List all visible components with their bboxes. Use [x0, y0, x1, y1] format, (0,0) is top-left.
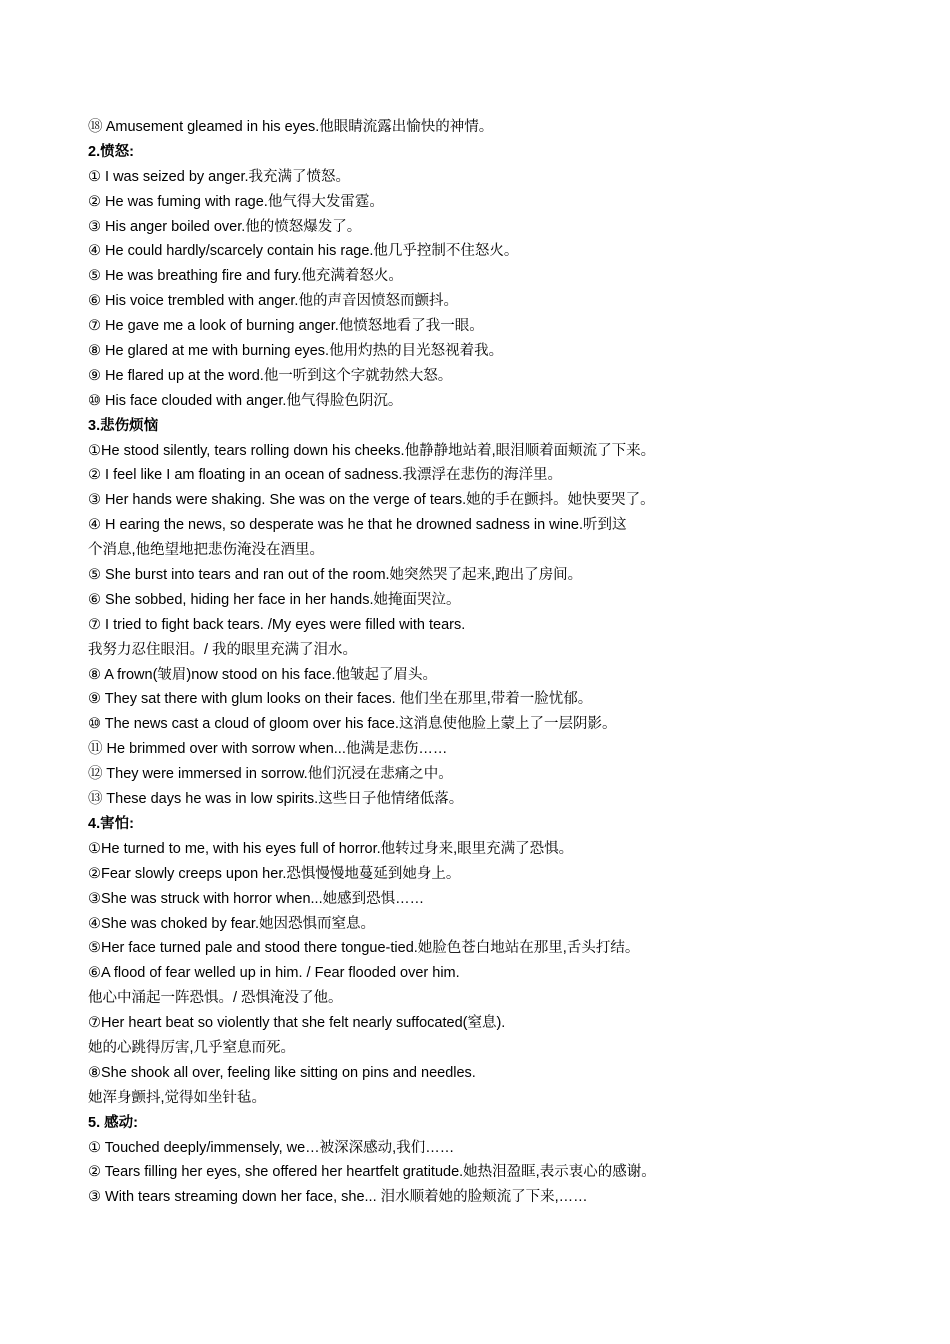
- phrase-line: ⑧She shook all over, feeling like sitting on pins and needles.: [88, 1064, 476, 1081]
- phrase-line: ⑱ Amusement gleamed in his eyes.他眼睛流露出愉快的神情。: [88, 119, 494, 135]
- phrase-line: ④ H earing the news, so desperate was he that he drowned sadness in wine.听到这: [88, 517, 627, 534]
- translation-line: 他心中涌起一阵恐惧。/ 恐惧淹没了他。: [88, 990, 343, 1007]
- phrase-line: ⑤Her face turned pale and stood there tongue-tied.她脸色苍白地站在那里,舌头打结。: [88, 940, 640, 957]
- phrase-line: ⑫ They were immersed in sorrow.他们沉浸在悲痛之中。: [88, 766, 453, 783]
- phrase-line: ③ Her hands were shaking. She was on the verge of tears.她的手在颤抖。她快要哭了。: [88, 492, 655, 509]
- phrase-line: ⑥A flood of fear welled up in him. / Fear flooded over him.: [88, 965, 460, 982]
- phrase-line: ⑦ I tried to fight back tears. /My eyes were filled with tears.: [88, 616, 466, 633]
- phrase-line: ④She was choked by fear.她因恐惧而窒息。: [88, 915, 375, 932]
- phrase-line: ①He stood silently, tears rolling down his cheeks.他静静地站着,眼泪顺着面颊流了下来。: [88, 442, 656, 459]
- phrase-line: ⑩ The news cast a cloud of gloom over his face.这消息使他脸上蒙上了一层阴影。: [88, 716, 617, 733]
- phrase-line: ③ With tears streaming down her face, she... 泪水顺着她的脸颊流了下来,……: [88, 1189, 588, 1206]
- phrase-line: ⑥ His voice trembled with anger.他的声音因愤怒而颤抖。: [88, 293, 458, 310]
- phrase-line: ⑧ He glared at me with burning eyes.他用灼热的目光怒视着我。: [88, 343, 504, 360]
- phrase-line: ① I was seized by anger.我充满了愤怒。: [88, 168, 350, 185]
- phrase-line: ⑧ A frown(皱眉)now stood on his face.他皱起了眉头。: [88, 666, 438, 683]
- phrase-line: ⑩ His face clouded with anger.他气得脸色阴沉。: [88, 392, 403, 409]
- section-heading: 4.害怕:: [88, 815, 134, 832]
- translation-line: 她浑身颤抖,觉得如坐针毡。: [88, 1089, 267, 1106]
- phrase-line: ④ He could hardly/scarcely contain his rage.他几乎控制不住怒火。: [88, 243, 519, 260]
- document-page: [88, 115, 888, 1210]
- phrase-line: ⑬ These days he was in low spirits.这些日子他情绪低落。: [88, 791, 464, 808]
- phrase-line: ⑥ She sobbed, hiding her face in her hands.她掩面哭泣。: [88, 591, 461, 608]
- translation-line: 个消息,他绝望地把悲伤淹没在酒里。: [88, 542, 325, 559]
- phrase-line: ⑤ He was breathing fire and fury.他充满着怒火。: [88, 268, 403, 285]
- phrase-line: ⑨ They sat there with glum looks on their faces. 他们坐在那里,带着一脸忧郁。: [88, 691, 593, 708]
- phrase-line: ③She was struck with horror when...她感到恐惧……: [88, 890, 425, 907]
- phrase-line: ② I feel like I am floating in an ocean of sadness.我漂浮在悲伤的海洋里。: [88, 467, 562, 484]
- phrase-line: ② Tears filling her eyes, she offered her heartfelt gratitude.她热泪盈眶,表示衷心的感谢。: [88, 1164, 656, 1181]
- phrase-line: ②Fear slowly creeps upon her.恐惧慢慢地蔓延到她身上。: [88, 865, 461, 882]
- phrase-line: ①He turned to me, with his eyes full of horror.他转过身来,眼里充满了恐惧。: [88, 840, 574, 857]
- phrase-line: ③ His anger boiled over.他的愤怒爆发了。: [88, 218, 362, 235]
- phrase-line: ⑨ He flared up at the word.他一听到这个字就勃然大怒。: [88, 367, 453, 384]
- section-heading: 5. 感动:: [88, 1114, 138, 1131]
- phrase-line: ② He was fuming with rage.他气得大发雷霆。: [88, 193, 384, 210]
- phrase-line: ① Touched deeply/immensely, we…被深深感动,我们……: [88, 1139, 455, 1156]
- phrase-line: ⑤ She burst into tears and ran out of the room.她突然哭了起来,跑出了房间。: [88, 567, 583, 584]
- phrase-line: ⑪ He brimmed over with sorrow when...他满是悲伤……: [88, 741, 448, 758]
- phrase-line: ⑦ He gave me a look of burning anger.他愤怒地看了我一眼。: [88, 318, 484, 335]
- translation-line: 我努力忍住眼泪。/ 我的眼里充满了泪水。: [88, 641, 358, 658]
- section-heading: 3.悲伤烦恼: [88, 417, 159, 434]
- section-heading: 2.愤怒:: [88, 143, 134, 160]
- phrase-line: ⑦Her heart beat so violently that she felt nearly suffocated(窒息).: [88, 1015, 506, 1032]
- translation-line: 她的心跳得厉害,几乎窒息而死。: [88, 1039, 296, 1056]
